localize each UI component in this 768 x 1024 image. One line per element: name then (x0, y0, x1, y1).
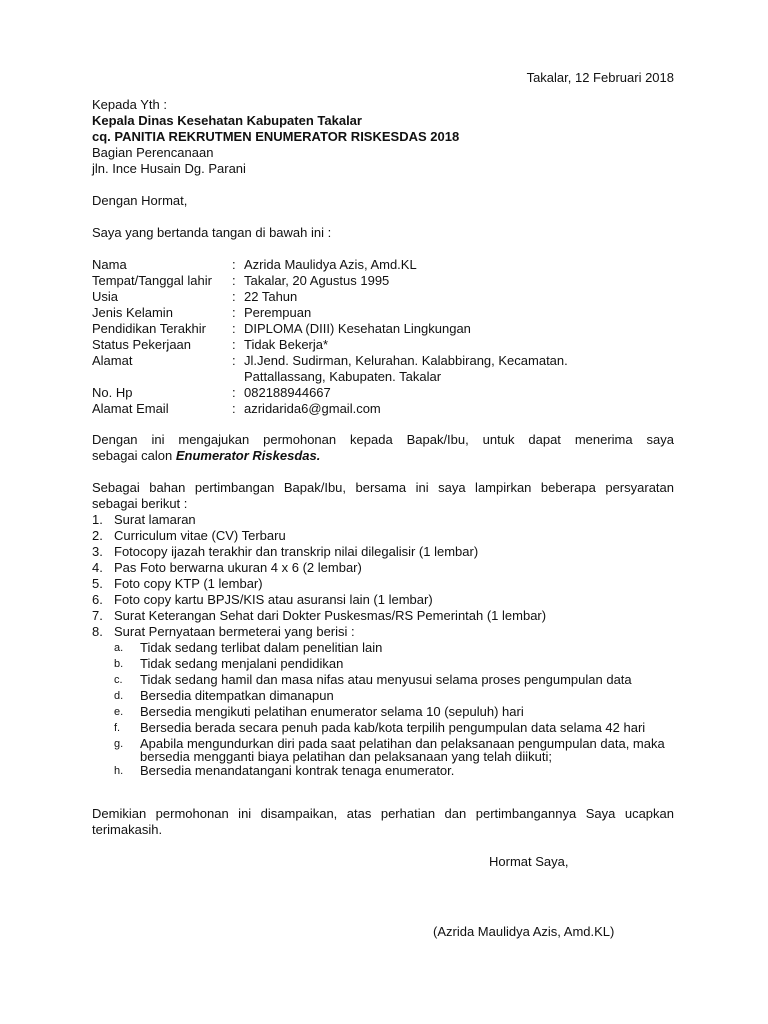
identity-label: Tempat/Tanggal lahir (92, 273, 212, 288)
identity-value: Takalar, 20 Agustus 1995 (244, 273, 390, 288)
list-number: 5. (92, 576, 103, 591)
list-number: 7. (92, 608, 103, 623)
recipient-salutation: Kepada Yth : (92, 97, 167, 112)
identity-colon: : (232, 401, 236, 416)
requirements-list (92, 512, 674, 779)
identity-value: DIPLOMA (DIII) Kesehatan Lingkungan (244, 321, 471, 336)
identity-value (244, 353, 674, 385)
identity-value: 082188944667 (244, 385, 331, 400)
identity-colon: : (232, 337, 236, 352)
sublist-item (114, 640, 674, 656)
sublist-text: Tidak sedang terlibat dalam penelitian lain (140, 640, 383, 655)
sign-off: Hormat Saya, (489, 854, 569, 869)
list-item (92, 528, 674, 544)
letter-date: Takalar, 12 Februari 2018 (526, 70, 674, 85)
sublist-item (114, 736, 674, 763)
list-text: Foto copy kartu BPJS/KIS atau asuransi lain (1 lembar) (114, 592, 433, 607)
signatory-name: (Azrida Maulidya Azis, Amd.KL) (433, 924, 615, 939)
address-line-2: Pattallassang, Kabupaten. Takalar (244, 369, 442, 384)
closing-line-2: terimakasih. (92, 822, 163, 837)
identity-colon: : (232, 305, 236, 320)
list-text: Fotocopy ijazah terakhir dan transkrip nilai dilegalisir (1 lembar) (114, 544, 479, 559)
closing-paragraph (92, 806, 674, 838)
identity-label: No. Hp (92, 385, 133, 400)
identity-label: Alamat (92, 353, 133, 368)
attachments-paragraph (92, 480, 674, 512)
identity-row-address (92, 353, 674, 385)
sublist-letter: b. (114, 658, 124, 670)
recipient-line-1: Kepala Dinas Kesehatan Kabupaten Takalar (92, 113, 362, 128)
sublist-letter: a. (114, 642, 124, 654)
greeting: Dengan Hormat, (92, 193, 188, 208)
list-number: 2. (92, 528, 103, 543)
application-line-2-prefix: sebagai calon (92, 448, 176, 463)
identity-row-phone (92, 385, 674, 401)
list-number: 4. (92, 560, 103, 575)
identity-value: 22 Tahun (244, 289, 298, 304)
identity-table (92, 257, 674, 417)
intro-sentence: Saya yang bertanda tangan di bawah ini : (92, 225, 332, 240)
recipient-line-4: jln. Ince Husain Dg. Parani (92, 161, 246, 176)
address-line-1: Jl.Jend. Sudirman, Kelurahan. Kalabbirang, Kecamatan. (244, 353, 568, 368)
identity-row-email (92, 401, 674, 417)
list-text: Surat Keterangan Sehat dari Dokter Puskesmas/RS Pemerintah (1 lembar) (114, 608, 547, 623)
list-item (92, 576, 674, 592)
identity-value: Tidak Bekerja* (244, 337, 329, 352)
identity-value: Perempuan (244, 305, 312, 320)
list-number: 3. (92, 544, 103, 559)
sublist-text: Tidak sedang hamil dan masa nifas atau menyusui selama proses pengumpulan data (140, 672, 632, 687)
sublist-text: Bersedia ditempatkan dimanapun (140, 688, 334, 703)
identity-row-employment (92, 337, 674, 353)
sublist-text: Tidak sedang menjalani pendidikan (140, 656, 344, 671)
recipient-line-2: cq. PANITIA REKRUTMEN ENUMERATOR RISKESDAS 2018 (92, 129, 460, 144)
identity-row-education (92, 321, 674, 337)
list-item (92, 544, 674, 560)
application-paragraph (92, 432, 674, 464)
identity-colon: : (232, 353, 236, 368)
identity-label: Jenis Kelamin (92, 305, 173, 320)
sublist-item (114, 704, 674, 720)
list-number: 6. (92, 592, 103, 607)
sublist-text: Apabila mengundurkan diri pada saat pelatihan dan pelaksanaan pengumpulan data, maka bersedia mengganti biaya pelatihan dan pelaksanaan yang telah diikuti; (140, 736, 665, 764)
sublist-letter: g. (114, 738, 124, 750)
statement-sublist (114, 640, 674, 779)
sublist-letter: d. (114, 690, 124, 702)
identity-value: azridarida6@gmail.com (244, 401, 381, 416)
position-emphasis: Enumerator Riskesdas. (175, 448, 321, 463)
list-item (92, 512, 674, 528)
attachments-line-1: Sebagai bahan pertimbangan Bapak/Ibu, bersama ini saya lampirkan beberapa persyaratan (92, 480, 674, 495)
list-item (92, 560, 674, 576)
application-line-1: Dengan ini mengajukan permohonan kepada Bapak/Ibu, untuk dapat menerima saya (92, 432, 674, 447)
sublist-item (114, 720, 674, 736)
identity-row-gender (92, 305, 674, 321)
list-item (92, 624, 674, 640)
list-number: 1. (92, 512, 103, 527)
recipient-line-3: Bagian Perencanaan (92, 145, 214, 160)
identity-label: Status Pekerjaan (92, 337, 192, 352)
sublist-letter: h. (114, 765, 124, 777)
list-text: Pas Foto berwarna ukuran 4 x 6 (2 lembar) (114, 560, 362, 575)
sublist-text: Bersedia berada secara penuh pada kab/kota terpilih pengumpulan data selama 42 hari (140, 720, 646, 735)
sublist-item (114, 763, 674, 779)
identity-row-age (92, 289, 674, 305)
sublist-letter: c. (114, 674, 123, 686)
identity-colon: : (232, 321, 236, 336)
list-text: Surat lamaran (114, 512, 196, 527)
identity-colon: : (232, 257, 236, 272)
closing-line-1: Demikian permohonan ini disampaikan, atas perhatian dan pertimbangannya Saya ucapkan (92, 806, 674, 821)
sublist-letter: e. (114, 706, 124, 718)
list-text: Curriculum vitae (CV) Terbaru (114, 528, 286, 543)
identity-colon: : (232, 273, 236, 288)
identity-value: Azrida Maulidya Azis, Amd.KL (244, 257, 417, 272)
identity-row-birth (92, 273, 674, 289)
list-item (92, 592, 674, 608)
list-text: Foto copy KTP (1 lembar) (114, 576, 263, 591)
attachments-line-2: sebagai berikut : (92, 496, 188, 511)
list-text: Surat Pernyataan bermeterai yang berisi : (114, 624, 355, 639)
recipient-block (92, 97, 459, 177)
sublist-item (114, 688, 674, 704)
list-number: 8. (92, 624, 103, 639)
identity-label: Pendidikan Terakhir (92, 321, 206, 336)
identity-colon: : (232, 289, 236, 304)
identity-label: Usia (92, 289, 119, 304)
sublist-letter: f. (114, 722, 121, 734)
identity-colon: : (232, 385, 236, 400)
identity-label: Nama (92, 257, 127, 272)
sublist-item (114, 656, 674, 672)
identity-label: Alamat Email (92, 401, 169, 416)
sublist-text: Bersedia menandatangani kontrak tenaga enumerator. (140, 763, 455, 778)
identity-row-name (92, 257, 674, 273)
sublist-item (114, 672, 674, 688)
sublist-text: Bersedia mengikuti pelatihan enumerator selama 10 (sepuluh) hari (140, 704, 524, 719)
list-item (92, 608, 674, 624)
